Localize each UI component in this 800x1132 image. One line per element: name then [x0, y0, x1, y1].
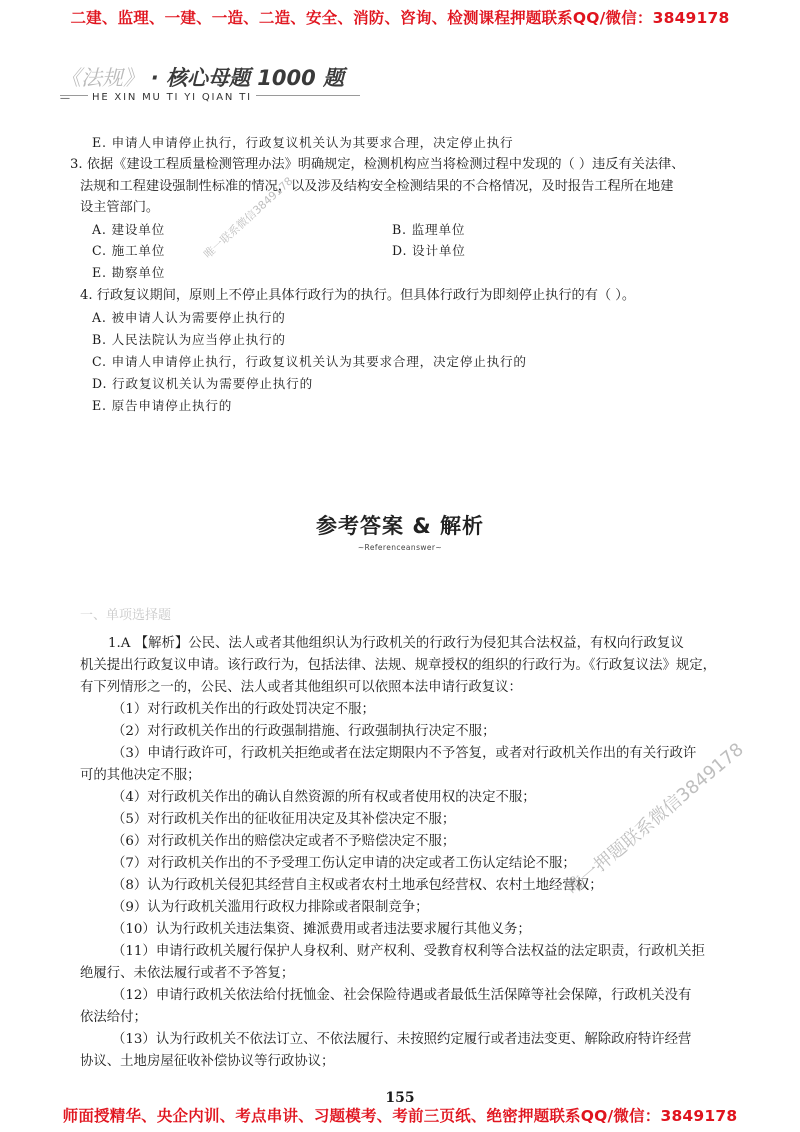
watermark-contact-large: 唯一押题联系微信3849178 — [562, 738, 748, 900]
q4-option-d: D. 行政复议机关认为需要停止执行的 — [92, 376, 313, 391]
list-item: 绝履行、未依法履行或者不予答复； — [80, 966, 295, 981]
q3-option-c: C. 施工单位 — [92, 243, 166, 258]
promo-banner-top: 二建、监理、一建、一造、二造、安全、消防、咨询、检测课程押题联系QQ/微信：3849178 — [70, 9, 730, 27]
q3-option-a: A. 建设单位 — [92, 222, 166, 237]
list-item: （8）认为行政机关侵犯其经营自主权或者农村土地承包经营权、农村土地经营权； — [112, 878, 603, 893]
q4-option-a: A. 被申请人认为需要停止执行的 — [92, 310, 286, 325]
list-item: （13）认为行政机关不依法订立、不依法履行、未按照约定履行或者违法变更、解除政府特许经营 — [112, 1032, 692, 1047]
q3-stem-line3: 设主管部门。 — [80, 200, 160, 215]
q3-stem-line1: 3. 依据《建设工程质量检测管理办法》明确规定，检测机构应当将检测过程中发现的（ ）违反有关法律、 — [70, 157, 685, 172]
book-title — [60, 62, 344, 92]
list-item: （4）对行政机关作出的确认自然资源的所有权或者使用权的决定不服； — [112, 790, 536, 805]
answers-title: 参考答案 & 解析 — [316, 514, 484, 538]
section-heading: 一、单项选择题 — [80, 608, 172, 623]
answer-1-line3: 有下列情形之一的，公民、法人或者其他组织可以依照本法申请行政复议： — [80, 680, 522, 695]
list-item: （10）认为行政机关违法集资、摊派费用或者违法要求履行其他义务； — [112, 922, 531, 937]
q3-option-e: E. 勘察单位 — [92, 265, 166, 280]
list-item: （6）对行政机关作出的赔偿决定或者不予赔偿决定不服； — [112, 834, 456, 849]
header-dash: — — [60, 93, 70, 104]
list-item: 可的其他决定不服； — [80, 768, 201, 783]
list-item: （7）对行政机关作出的不予受理工伤认定申请的决定或者工伤认定结论不服； — [112, 856, 576, 871]
list-item: （9）认为行政机关滥用行政权力排除或者限制竞争； — [112, 900, 429, 915]
book-title-law: 《法规》 — [60, 66, 144, 90]
q4-option-b: B. 人民法院认为应当停止执行的 — [92, 332, 286, 347]
q4-option-c: C. 申请人申请停止执行，行政复议机关认为其要求合理，决定停止执行的 — [92, 354, 527, 369]
book-header — [60, 62, 500, 118]
list-item: 协议、土地房屋征收补偿协议等行政协议； — [80, 1054, 335, 1069]
list-item: （11）申请行政机关履行保护人身权利、财产权利、受教育权利等合法权益的法定职责，行政机关拒 — [112, 944, 705, 959]
book-title-main: · 核心母题 1000 题 — [150, 66, 345, 90]
q3-option-d: D. 设计单位 — [392, 243, 466, 258]
book-title-pinyin: HE XIN MU TI YI QIAN TI — [88, 92, 256, 103]
q4-option-e: E. 原告申请停止执行的 — [92, 398, 233, 413]
q3-option-b: B. 监理单位 — [392, 222, 466, 237]
answers-subtitle: ~Referenceanswer~ — [357, 543, 443, 552]
answer-1-line1: 1.A 【解析】公民、法人或者其他组织认为行政机关的行政行为侵犯其合法权益，有权向行政复议 — [108, 636, 684, 651]
list-item: 依法给付； — [80, 1010, 147, 1025]
answer-1-line2: 机关提出行政复议申请。该行政行为，包括法律、法规、规章授权的组织的行政行为。《行政复议法》规定， — [80, 658, 717, 673]
prev-option-e: E. 申请人申请停止执行，行政复议机关认为其要求合理，决定停止执行 — [92, 135, 514, 150]
list-item: （1）对行政机关作出的行政处罚决定不服； — [112, 702, 375, 717]
list-item: （2）对行政机关作出的行政强制措施、行政强制执行决定不服； — [112, 724, 496, 739]
q4-stem: 4. 行政复议期间，原则上不停止具体行政行为的执行。但具体行政行为即刻停止执行的有（ ）。 — [80, 288, 636, 303]
page-number: 155 — [385, 1090, 415, 1106]
list-item: （12）申请行政机关依法给付抚恤金、社会保险待遇或者最低生活保障等社会保障，行政机关没有 — [112, 988, 692, 1003]
watermark-contact-small: 唯一联系微信3849178 — [201, 174, 296, 262]
list-item: （5）对行政机关作出的征收征用决定及其补偿决定不服； — [112, 812, 456, 827]
q3-stem-line2: 法规和工程建设强制性标准的情况，以及涉及结构安全检测结果的不合格情况，及时报告工程所在地建 — [80, 179, 674, 194]
list-item: （3）申请行政许可，行政机关拒绝或者在法定期限内不予答复，或者对行政机关作出的有关行政许 — [112, 746, 697, 761]
promo-banner-bottom: 师面授精华、央企内训、考点串讲、习题模考、考前三页纸、绝密押题联系QQ/微信：3849178 — [62, 1107, 738, 1125]
